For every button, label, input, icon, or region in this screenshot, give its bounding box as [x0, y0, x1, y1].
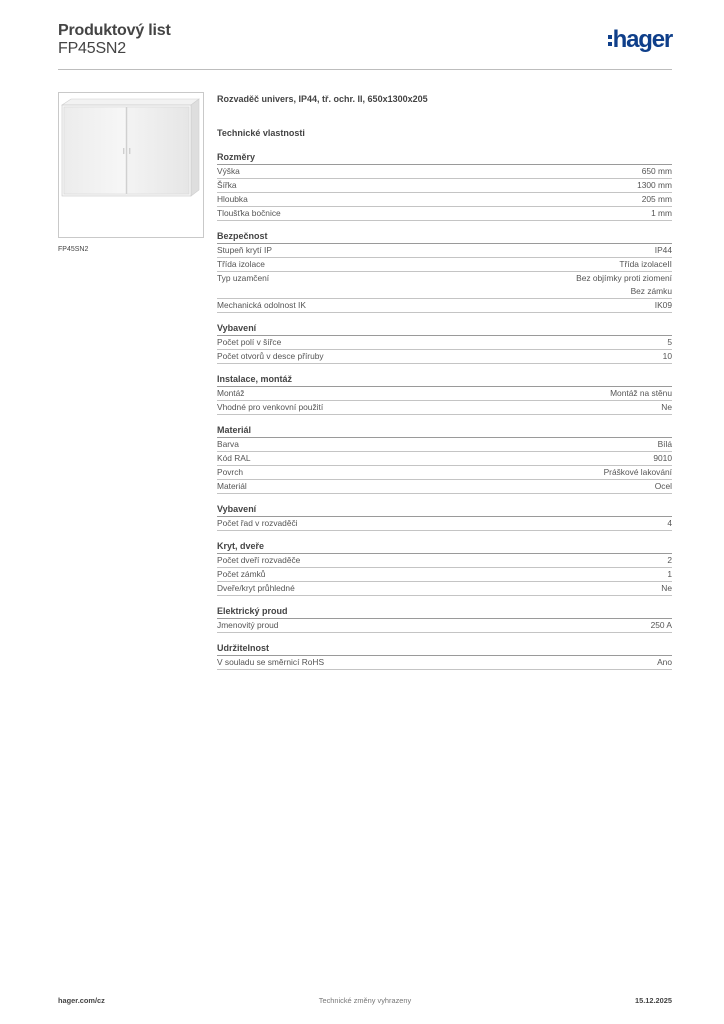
spec-label: V souladu se směrnicí RoHS [217, 657, 325, 667]
spec-label: Počet otvorů v desce příruby [217, 351, 324, 361]
spec-row [217, 350, 672, 364]
spec-value [604, 466, 672, 479]
tech-heading: Technické vlastnosti [217, 128, 305, 138]
spec-value-line: Třída izolaceII [619, 259, 672, 269]
spec-value [667, 517, 672, 530]
spec-row [217, 568, 672, 582]
spec-label: Kód RAL [217, 453, 251, 463]
spec-value [658, 438, 672, 451]
product-code: FP45SN2 [58, 40, 126, 57]
section-title: Udržitelnost [217, 643, 672, 656]
spec-row [217, 466, 672, 480]
spec-row [217, 517, 672, 531]
spec-row [217, 656, 672, 670]
spec-row [217, 387, 672, 401]
spec-value-line: Ocel [654, 481, 672, 491]
spec-value-line: Práškové lakování [603, 467, 672, 477]
footer-note: Technické změny vyhrazeny [318, 996, 412, 1005]
page-footer [58, 996, 672, 1010]
spec-value [642, 165, 672, 178]
spec-label: Stupeň krytí IP [217, 245, 272, 255]
spec-section [217, 152, 672, 221]
spec-label: Mechanická odolnost IK [217, 300, 306, 310]
spec-value [655, 244, 672, 257]
spec-value-line: Bez zámku [630, 286, 672, 296]
spec-value-line: Ano [657, 657, 672, 667]
spec-section [217, 504, 672, 531]
section-title: Vybavení [217, 323, 672, 336]
spec-section [217, 541, 672, 596]
spec-label: Typ uzamčení [217, 273, 270, 283]
spec-value-line: IK09 [654, 300, 672, 310]
spec-label: Dveře/kryt průhledné [217, 583, 295, 593]
spec-row [217, 582, 672, 596]
spec-sections [217, 152, 672, 670]
spec-value-line: Ne [661, 583, 672, 593]
spec-label: Povrch [217, 467, 244, 477]
spec-label: Montáž [217, 388, 245, 398]
spec-section [217, 323, 672, 364]
spec-value [651, 619, 672, 632]
spec-value-line: Bílá [657, 439, 672, 449]
spec-row [217, 193, 672, 207]
spec-row [217, 179, 672, 193]
spec-row [217, 258, 672, 272]
spec-value [619, 258, 672, 271]
spec-value [657, 656, 672, 669]
spec-row [217, 480, 672, 494]
spec-label: Výška [217, 166, 240, 176]
product-description: Rozvaděč univers, IP44, tř. ochr. II, 650x1300x205 [217, 94, 428, 104]
section-title: Materiál [217, 425, 672, 438]
enclosure-illustration-icon [59, 93, 204, 238]
spec-row [217, 401, 672, 415]
spec-row [217, 619, 672, 633]
spec-label: Počet zámků [217, 569, 266, 579]
spec-value [653, 452, 672, 465]
spec-row [217, 165, 672, 179]
spec-value-line: 1 [667, 569, 672, 579]
spec-value-line: 2 [667, 555, 672, 565]
spec-value [642, 193, 672, 206]
spec-value-line: Bez objímky proti ziomení [576, 273, 672, 283]
hager-logo [608, 26, 672, 54]
spec-row [217, 244, 672, 258]
spec-label: Počet polí v šířce [217, 337, 282, 347]
spec-row [217, 554, 672, 568]
product-image [58, 92, 204, 238]
spec-value [661, 582, 672, 595]
spec-value [667, 336, 672, 349]
spec-row [217, 438, 672, 452]
spec-value-line: 1300 mm [637, 180, 672, 190]
spec-value [651, 207, 672, 220]
spec-value-line: 1 mm [651, 208, 672, 218]
spec-row [217, 452, 672, 466]
spec-row [217, 299, 672, 313]
spec-row [217, 272, 672, 299]
spec-section [217, 374, 672, 415]
logo-text: hager [612, 26, 672, 53]
spec-label: Barva [217, 439, 239, 449]
spec-value-line: 5 [667, 337, 672, 347]
spec-label: Jmenovitý proud [217, 620, 279, 630]
spec-value-line: IP44 [654, 245, 672, 255]
page-title: Produktový list [58, 22, 171, 39]
image-caption: FP45SN2 [58, 246, 89, 253]
section-title: Kryt, dveře [217, 541, 672, 554]
spec-value [663, 350, 672, 363]
spec-value-line: 650 mm [641, 166, 672, 176]
spec-section [217, 425, 672, 494]
spec-value [576, 272, 672, 298]
spec-value [655, 480, 672, 493]
spec-label: Vhodné pro venkovní použití [217, 402, 324, 412]
spec-value [655, 299, 672, 312]
spec-value-line: 10 [662, 351, 672, 361]
spec-label: Počet řad v rozvaděči [217, 518, 298, 528]
spec-value [637, 179, 672, 192]
section-title: Vybavení [217, 504, 672, 517]
spec-value [667, 568, 672, 581]
spec-section [217, 231, 672, 313]
footer-website: hager.com/cz [58, 996, 105, 1005]
spec-label: Tloušťka bočnice [217, 208, 281, 218]
spec-row [217, 207, 672, 221]
spec-section [217, 606, 672, 633]
spec-section [217, 643, 672, 670]
section-title: Rozměry [217, 152, 672, 165]
specifications [217, 94, 672, 670]
section-title: Bezpečnost [217, 231, 672, 244]
spec-value-line: 205 mm [641, 194, 672, 204]
spec-value-line: 250 A [650, 620, 672, 630]
spec-label: Šířka [217, 180, 237, 190]
spec-label: Počet dveří rozvaděče [217, 555, 301, 565]
logo-dots-icon [608, 35, 612, 49]
section-title: Instalace, montáž [217, 374, 672, 387]
spec-value-line: 4 [667, 518, 672, 528]
spec-value-line: 9010 [653, 453, 672, 463]
spec-value [661, 401, 672, 414]
spec-value [667, 554, 672, 567]
spec-value [610, 387, 672, 400]
section-title: Elektrický proud [217, 606, 672, 619]
page-header [58, 20, 672, 70]
footer-date: 15.12.2025 [635, 996, 672, 1005]
spec-row [217, 336, 672, 350]
spec-value-line: Ne [661, 402, 672, 412]
spec-label: Hloubka [217, 194, 248, 204]
spec-label: Třída izolace [217, 259, 265, 269]
spec-label: Materiál [217, 481, 247, 491]
spec-value-line: Montáž na stěnu [610, 388, 672, 398]
